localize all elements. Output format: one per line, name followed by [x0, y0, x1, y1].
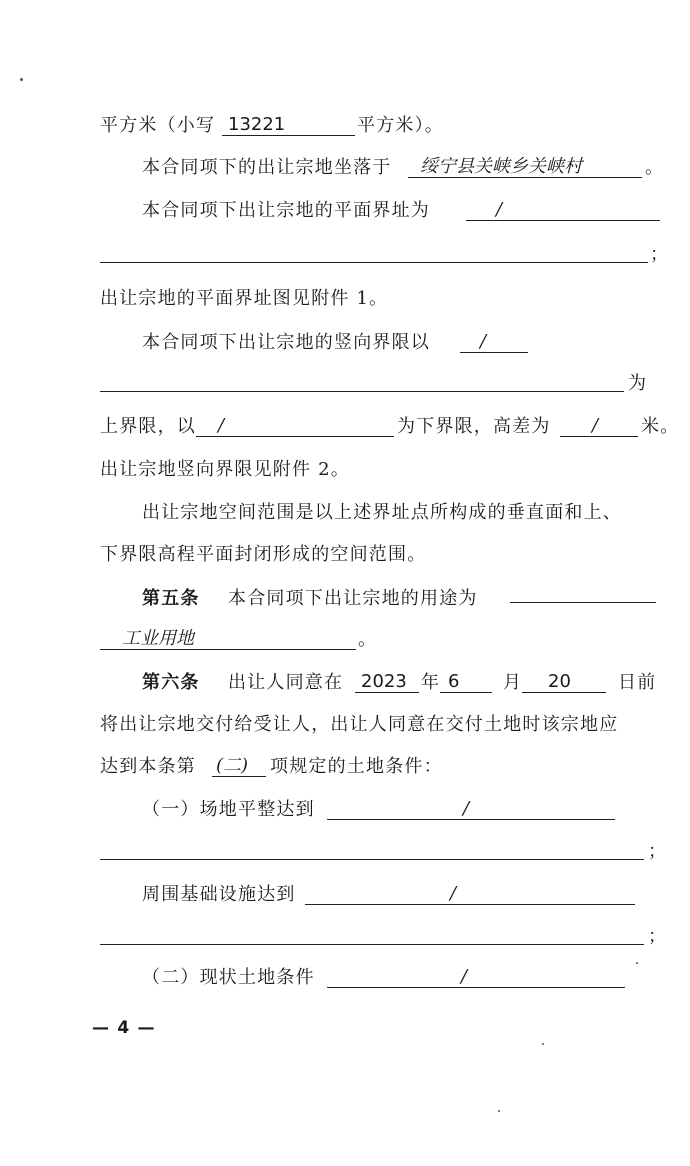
scan-speck [636, 962, 638, 964]
site-leveling-continuation-line [100, 859, 644, 860]
scan-speck [20, 78, 23, 81]
area-suffix: 平方米）。 [357, 115, 444, 136]
page-number: — 4 — [92, 1018, 156, 1038]
plane-boundary-label: 本合同项下出让宗地的平面界址为 [142, 200, 430, 221]
infrastructure-continuation-line [100, 944, 644, 945]
infrastructure-field: / [305, 883, 635, 905]
site-leveling-label: （一）场地平整达到 [142, 799, 315, 820]
land-use-field: 工业用地 [100, 628, 356, 650]
land-use-line [510, 602, 656, 603]
vertical-boundary-continuation-line [100, 391, 624, 392]
line7-suffix: 为 [628, 373, 648, 394]
plane-boundary-continuation-line [100, 262, 648, 263]
location-suffix: 。 [645, 157, 665, 178]
article-5-heading: 第五条 [142, 588, 200, 609]
article-6-heading: 第六条 [142, 672, 200, 693]
article-6-line-3-suffix: 项规定的土地条件： [270, 756, 443, 777]
site-leveling-field: / [327, 798, 615, 820]
month-unit: 月 [503, 672, 523, 693]
location-label: 本合同项下的出让宗地坐落于 [142, 157, 392, 178]
plane-boundary-annex-text: 出让宗地的平面界址图见附件 1。 [100, 288, 389, 309]
area-value-field: 13221 [222, 114, 355, 136]
vertical-annex-text: 出让宗地竖向界限见附件 2。 [100, 459, 350, 480]
delivery-year-field: 2023 [355, 671, 419, 693]
scan-speck [542, 1043, 544, 1045]
article-6-text: 出让人同意在 [228, 672, 344, 693]
cond1-suffix: ； [648, 841, 668, 862]
vertical-boundary-field: / [460, 331, 528, 353]
line4-suffix: ； [650, 244, 670, 265]
article-5-text: 本合同项下出让宗地的用途为 [228, 588, 478, 609]
article-5-suffix: 。 [358, 629, 378, 650]
delivery-day-field: 20 [522, 671, 606, 693]
current-land-condition-label: （二）现状土地条件 [142, 967, 315, 988]
infrastructure-label: 周围基础设施达到 [142, 884, 296, 905]
plane-boundary-field: / [466, 199, 660, 221]
lower-limit-field: / [196, 415, 394, 437]
area-prefix: 平方米（小写 [100, 115, 216, 136]
space-range-text-2: 下界限高程平面封闭形成的空间范围。 [100, 544, 427, 565]
location-value-field: 绥宁县关峡乡关峡村 [408, 156, 642, 178]
scan-speck [498, 1110, 500, 1112]
delivery-month-field: 6 [440, 671, 492, 693]
year-unit: 年 [421, 672, 441, 693]
lower-limit-label: 为下界限，高差为 [397, 416, 551, 437]
cond2-suffix: ； [648, 926, 668, 947]
condition-item-field: (二) [212, 755, 266, 777]
article-6-line-2: 将出让宗地交付给受让人，出让人同意在交付土地时该宗地应 [100, 714, 619, 735]
current-land-condition-field: / [327, 966, 625, 988]
space-range-text-1: 出让宗地空间范围是以上述界址点所构成的垂直面和上、 [142, 502, 622, 523]
article-6-line-3-prefix: 达到本条第 [100, 756, 196, 777]
height-difference-field: / [560, 415, 638, 437]
vertical-boundary-label: 本合同项下出让宗地的竖向界限以 [142, 332, 430, 353]
day-unit: 日前 [618, 672, 657, 693]
height-unit: 米。 [641, 416, 680, 437]
upper-limit-label: 上界限，以 [100, 416, 196, 437]
